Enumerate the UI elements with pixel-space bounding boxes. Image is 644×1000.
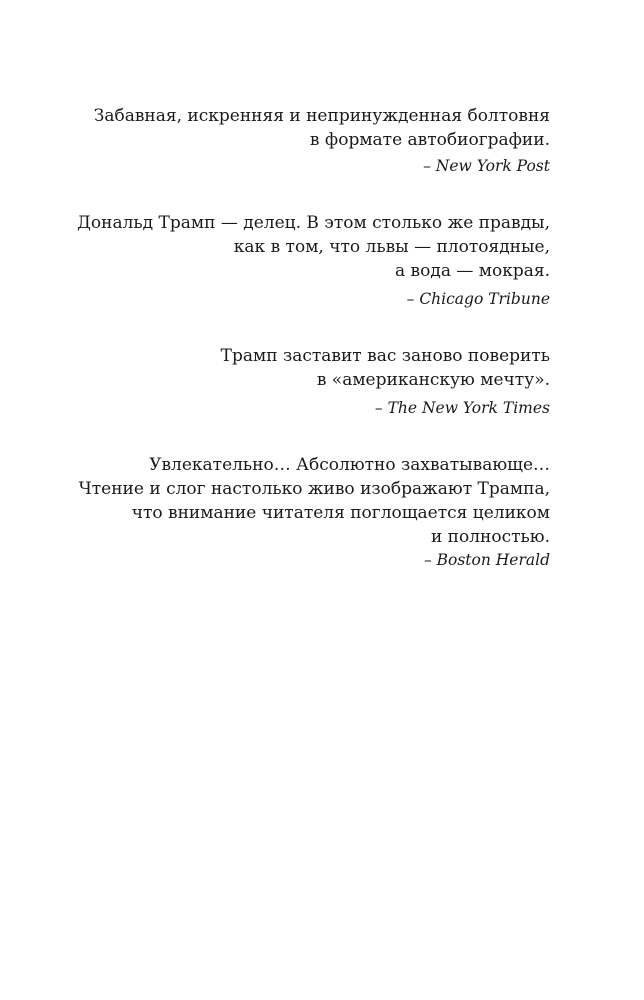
quote-text-line: Трамп заставит вас заново поверить: [220, 346, 550, 366]
quote-text-line: а вода — мокрая.: [395, 261, 550, 281]
review-quote: [70, 453, 550, 571]
quote-text-line: что внимание читателя поглощается целиком: [131, 503, 550, 523]
quote-text-line: как в том, что львы — плотоядные,: [233, 237, 550, 257]
quote-text-line: в формате автобиографии.: [309, 130, 550, 150]
quote-source: – Chicago Tribune: [406, 290, 550, 308]
review-quote: [70, 211, 550, 310]
quote-source: – New York Post: [423, 157, 550, 175]
quote-text-line: Дональд Трамп — делец. В этом столько же правды,: [77, 213, 550, 233]
quote-text-line: Забавная, искренняя и непринужденная болтовня: [93, 106, 550, 126]
review-quote: [70, 344, 550, 419]
quote-text-line: в «американскую мечту».: [316, 370, 550, 390]
quote-text-line: Чтение и слог настолько живо изображают Трампа,: [78, 479, 550, 499]
quote-source: – Boston Herald: [423, 551, 550, 569]
quote-source: – The New York Times: [374, 399, 550, 417]
quote-text-line: и полностью.: [430, 527, 550, 547]
quote-text-line: Увлекательно… Абсолютно захватывающе…: [149, 455, 550, 475]
review-quote: [70, 104, 550, 177]
review-quotes: [70, 104, 550, 571]
